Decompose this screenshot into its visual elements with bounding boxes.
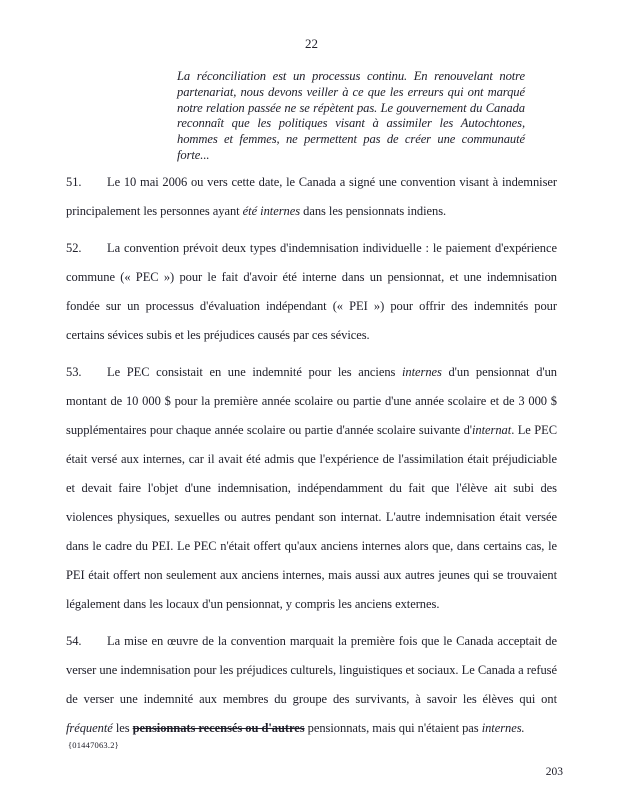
paragraph-text-segment: Le PEC consistait en une indemnité pour les anciens	[107, 364, 402, 379]
paragraph-text-segment: Le 10 mai 2006 ou vers cette date, le Canada a signé une convention visant à indemniser principalement les personnes ayant	[66, 174, 557, 218]
paragraph	[66, 234, 557, 350]
footer-document-number: {01447063.2}	[68, 740, 119, 750]
paragraph-text-segment: . Le PEC était versé aux internes, car il avait été admis que l'expérience de l'assimilation était préjudiciable et devait faire l'objet d'une indemnisation, indépendamment du fait que l'élève ait subi des violences physiques, sexuelles ou autres pendant son internat. L'autre indemnisation était versée dans le cadre du PEI. Le PEC n'était offert qu'aux anciens internes alors que, dans certains cas, le PEI était offert non seulement aux anciens internes, mais aussi aux autres jeunes qui se trouvaient légalement dans les locaux d'un pensionnat, y compris les anciens externes.	[66, 422, 557, 611]
paragraph-text-segment: La convention prévoit deux types d'indemnisation individuelle : le paiement d'expérience commune (« PEC ») pour le fait d'avoir été interne dans un pensionnat, et une indemnisation fondée sur un processus d'évaluation indépendant (« PEI ») pour offrir des indemnités pour certains sévices subis et les préjudices causés par ces sévices.	[66, 240, 557, 342]
paragraph-number: 53.	[66, 364, 82, 379]
footer-page-number: 203	[545, 766, 563, 778]
document-body	[66, 36, 557, 751]
paragraph-text-segment: les	[112, 720, 133, 735]
paragraph	[66, 168, 557, 226]
block-quote: La réconciliation est un processus continu. En renouvelant notre partenariat, nous devons veiller à ce que les erreurs qui ont marqué notre relation passée ne se répètent pas. Le gouvernement du Canada reconnaît que les politiques visant à assimiler les Autochtones, hommes et femmes, ne permettent pas de créer une communauté forte...	[177, 69, 525, 162]
header-page-number: 22	[305, 36, 318, 51]
paragraph-text-segment: fréquenté	[66, 720, 113, 735]
paragraph-number: 51.	[66, 174, 82, 189]
paragraph	[66, 627, 557, 743]
paragraph-text-segment: été internes	[242, 203, 301, 218]
paragraph	[66, 358, 557, 619]
paragraph-text-segment: internat	[472, 422, 512, 437]
paragraph-number: 52.	[66, 240, 82, 255]
paragraph-text-segment: La mise en œuvre de la convention marquait la première fois que le Canada acceptait de verser une indemnisation pour les préjudices culturels, linguistiques et sociaux. Le Canada a refusé de verser une indemnité aux membres du groupe des survivants, à savoir les élèves qui ont	[66, 633, 557, 706]
paragraph-number: 54.	[66, 633, 82, 648]
paragraph-text-segment: pensionnats recensés ou d'autres	[132, 720, 305, 735]
paragraph-text-segment: pensionnats, mais qui n'étaient pas	[304, 720, 482, 735]
paragraph-text-segment: d'un pensionnat d'un montant de 10 000 $ pour la première année scolaire ou partie d'une année scolaire et de 3 000 $ supplémentaires pour chaque année scolaire ou partie d'année scolaire suivante d'	[66, 364, 557, 437]
paragraph-text-segment: dans les pensionnats indiens.	[300, 203, 447, 218]
paragraph-text-segment: internes	[401, 364, 442, 379]
paragraph-text-segment: internes.	[481, 720, 525, 735]
paragraphs-container	[66, 168, 557, 743]
